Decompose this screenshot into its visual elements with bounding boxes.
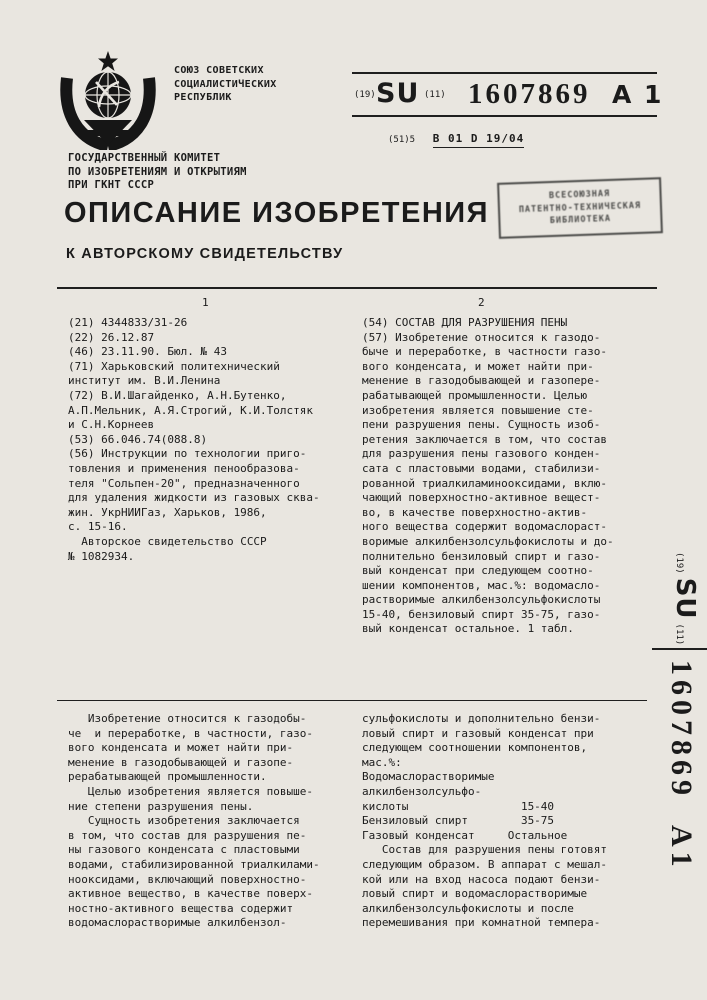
sidebar-document-number: 1607869 А1: [665, 660, 698, 872]
ussr-emblem: [56, 50, 160, 154]
bibliographic-data: (21) 4344833/31-26 (22) 26.12.87 (46) 23.11.90. Бюл. № 43 (71) Харьковский политехнический институт им. В.И.Ленина (72) В.И.Шагайденко, А.Н.Бутенко, А.П.Мельник, А.Я.Строгий, К.И.Толстяк и С.Н.Корнеев (53) 66.046.74(088.8) (56) Инструкции по технологии приго- товления и применения пенообразова- теля "Сольпен-20", предназначенного для удаления жидкости из газовых сква- жин. УкрНИИГаз, Харьков, 1986, с. 15-16. Авторское свидетельство СССР № 1082934.: [68, 316, 320, 563]
column-2-marker: 2: [478, 296, 485, 309]
document-title: ОПИСАНИЕ ИЗОБРЕТЕНИЯ: [64, 197, 489, 229]
main-divider: [57, 287, 657, 289]
document-subtitle: К АВТОРСКОМУ СВИДЕТЕЛЬСТВУ: [66, 246, 344, 262]
sidebar-su-block: [664, 548, 700, 649]
description-right-column: сульфокислоты и дополнительно бензи- ловый спирт и газовый конденсат при следующем соотношении компонентов, мас.%: Водомаслорастворимые алкилбензолсульфо- кислоты 15-40 Бензиловый спирт 35-75 Газовый конденсат Остальное Состав для разрушения пены готовят следующим образом. В аппарат с мешал- кой или на вход насоса подают бензи- ловый спирт и водомаслорастворимые алкилбензолсульфокислоты и после перемешивания при комнатной темпера-: [362, 712, 608, 930]
ipc-classification: [388, 127, 524, 146]
description-left-column: Изобретение относится к газодобы- че и переработке, в частности, газо- вого конденсата и может найти при- менение в газодобывающей и газопе- рерабатывающей промышленности. Целью изобретения является повыше- ние степени разрушения пены. Сущность изобретения заключается в том, что состав для разрушения пе- ны газового конденсата с пластовыми водами, стабилизированной триалкилами- нооксидами, включающий поверхностно- активное вещество, в качестве поверх- ностно-активного вещества содержит водомаслорастворимые алкилбензол-: [68, 712, 320, 930]
sidebar-tick-rule: [652, 648, 707, 650]
sidebar-code11: (11): [674, 623, 684, 646]
section-divider: [57, 700, 647, 701]
sidebar-code19: (19): [674, 552, 684, 574]
header-rule-top: [352, 72, 657, 74]
sidebar-country-code: SU: [670, 577, 700, 620]
ussr-emblem-graphic: [56, 50, 160, 150]
country-code-label: (19): [354, 90, 376, 100]
column-1-marker: 1: [202, 296, 209, 309]
country-code: SU: [376, 78, 420, 109]
union-name: СОЮЗ СОВЕТСКИХ СОЦИАЛИСТИЧЕСКИХ РЕСПУБЛИК: [174, 65, 277, 103]
state-committee: ГОСУДАРСТВЕННЫЙ КОМИТЕТ ПО ИЗОБРЕТЕНИЯМ И ОТКРЫТИЯМ ПРИ ГКНТ СССР: [68, 152, 247, 191]
publication-code-label: (11): [424, 90, 446, 100]
document-number: 1607869: [468, 78, 591, 110]
library-stamp: ВСЕСОЮЗНАЯ ПАТЕНТНО-ТЕХНИЧЕСКАЯ БИБЛИОТЕКА: [497, 177, 663, 239]
document-kind: А 1: [612, 80, 664, 109]
ipc-code: B 01 D 19/04: [433, 132, 524, 148]
abstract-text: (54) СОСТАВ ДЛЯ РАЗРУШЕНИЯ ПЕНЫ (57) Изобретение относится к газодо- быче и переработке, в частности газо- вого конденсата, и может найти при- менение в газодобывающей и газопере- рабатывающей промышленности. Целью изобретения является повышение сте- пени разрушения пены. Сущность изоб- ретения заключается в том, что состав для разрушения пены газового конден- сата с пластовыми водами, стабилизи- рованной триалкиламинооксидами, вклю- чающий поверхностно-активное вещест- во, в качестве поверхностно-актив- ного вещества содержит водомаслораст- воримые алкилбензолсульфокислоты и до- полнительно бензиловый спирт и газо- вый конденсат при следующем соотно- шении компонентов, мас.%: водомасло- растворимые алкилбензолсульфокислоты 15-40, бензиловый спирт 35-75, газо- вый конденсат остальное. 1 табл.: [362, 316, 614, 636]
header-rule-bottom: [352, 115, 657, 117]
ipc-prefix: (51)5: [388, 135, 416, 145]
